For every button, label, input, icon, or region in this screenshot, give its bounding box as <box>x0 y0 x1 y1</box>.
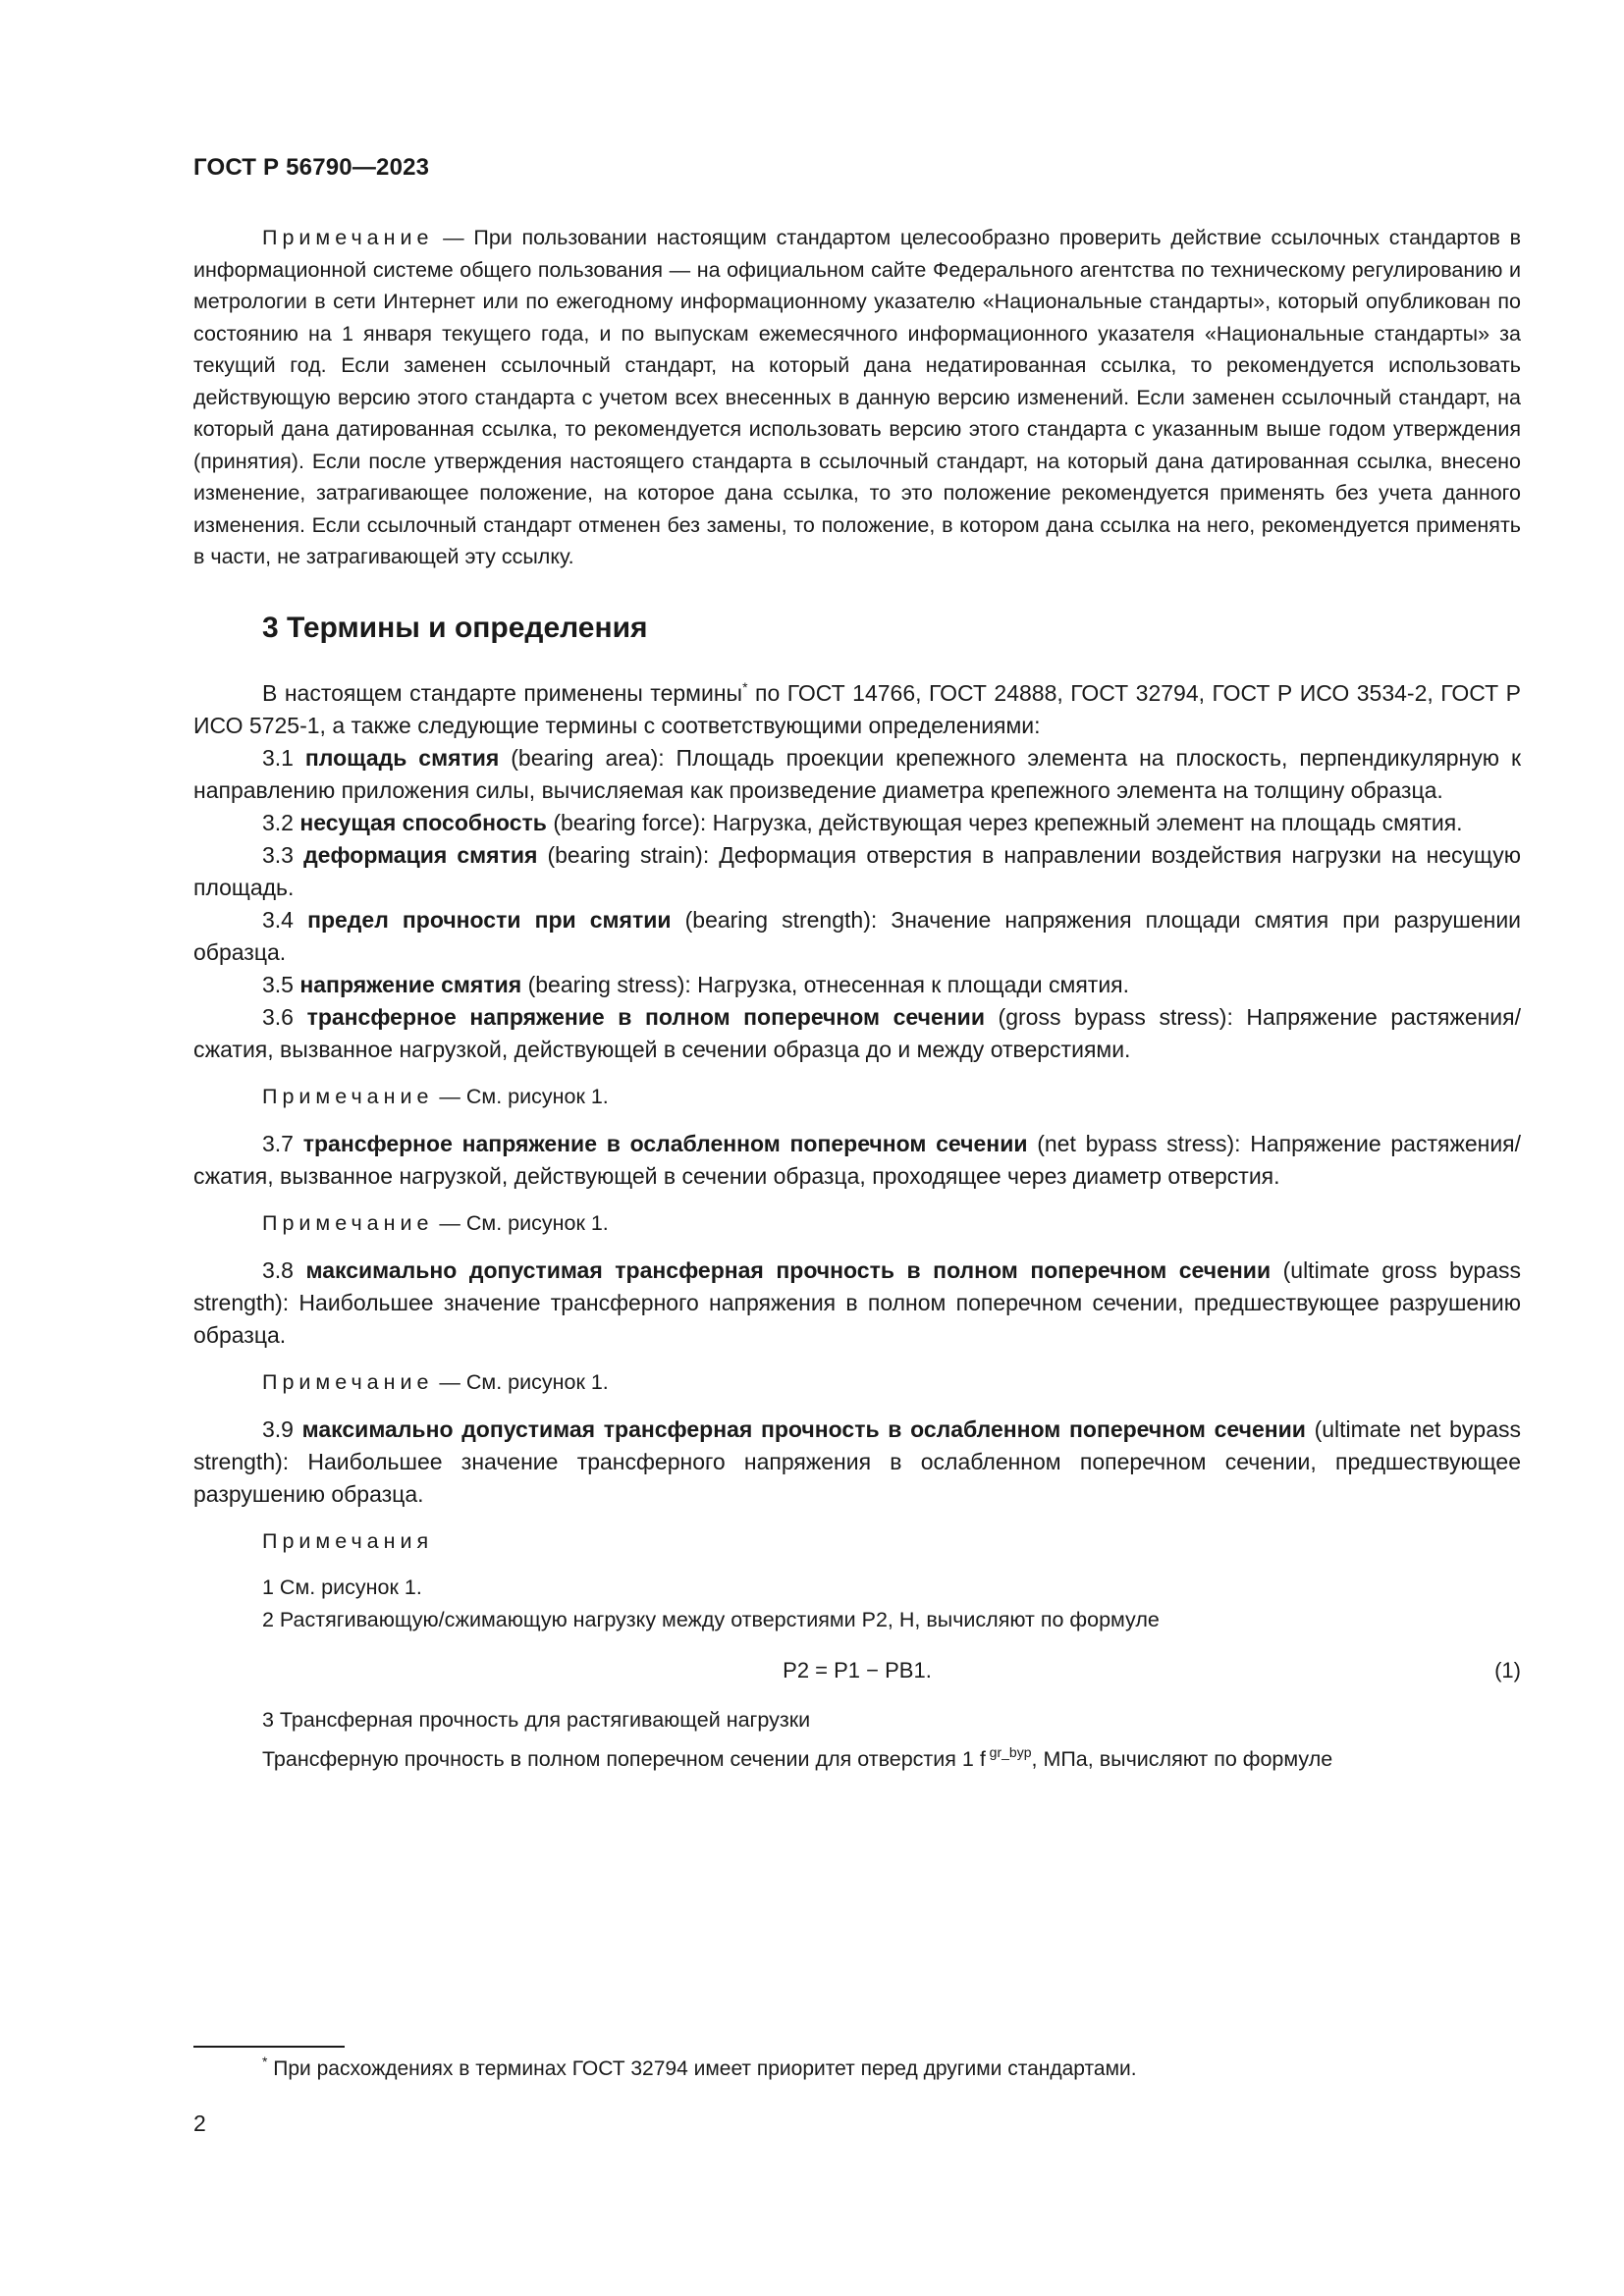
term-name: площадь смятия <box>304 744 500 771</box>
document-header: ГОСТ Р 56790—2023 <box>193 154 430 181</box>
term-name: максимально допустимая трансферная прочность в ослабленном поперечном сечении <box>301 1415 1306 1442</box>
term-3-2: 3.2 несущая способность (bearing force): Нагрузка, действующая через крепежный элемент на площадь смятия. <box>262 809 1463 835</box>
document-body <box>193 222 1521 1776</box>
term-name: напряжение смятия <box>299 971 522 997</box>
footnote-marker: * <box>742 678 748 695</box>
section-title: 3 Термины и определения <box>262 611 648 644</box>
term-name: предел прочности при смятии <box>307 906 672 933</box>
page-number: 2 <box>193 2110 206 2136</box>
note-text: При пользовании настоящим стандартом целесообразно проверить действие ссылочных стандартов в информационной системе общего пользования — на официальном сайте Федерального агентства по техническому регулированию и метрологии в сети Интернет или по ежегодному информационному указателю «Национальные стандарты», который опубликован по состоянию на 1 января текущего года, и по выпускам ежемесячного информационного указателя «Национальные стандарты» за текущий год. Если заменен ссылочный стандарт, на который дана недатированная ссылка, то рекомендуется использовать действующую версию этого стандарта с учетом всех внесенных в данную версию изменений. Если заменен ссылочный стандарт, на который дана датированная ссылка, то рекомендуется использовать версию этого стандарта с указанным выше годом утверждения (принятия). Если после утверждения настоящего стандарта в ссылочный стандарт, на который дана датированная ссылка, внесено изменение, затрагивающее положение, на которое дана ссылка, то это положение рекомендуется применять без учета данного изменения. Если ссылочный стандарт отменен без замены, то положение, в котором дана ссылка на него, рекомендуется применять в части, не затрагивающей эту ссылку. <box>193 226 1522 568</box>
term-name: несущая способность <box>299 809 547 835</box>
term-3-9: 3.9 максимально допустимая трансферная прочность в ослабленном поперечном сечении (ultimate net bypass strength): Наибольшее значение трансферного напряжения в ослабленном поперечном сечении, предшествующее разрушению образца. <box>193 1415 1521 1507</box>
term-3-1: 3.1 площадь смятия (bearing area): Площадь проекции крепежного элемента на плоскость, перпендикулярную к направлению приложения силы, вычисляемая как произведение диаметра крепежного элемента на толщину образца. <box>193 744 1522 803</box>
term-3-4: 3.4 предел прочности при смятии (bearing strength): Значение напряжения площади смятия при разрушении образца. <box>193 906 1522 965</box>
term-3-5: 3.5 напряжение смятия (bearing stress): Нагрузка, отнесенная к площади смятия. <box>262 971 1130 997</box>
term-note: Примечание — См. рисунок 1. <box>262 1369 609 1394</box>
note-item-4: Трансферную прочность в полном поперечном сечении для отверстия 1 f $^{gr\_byp}$, МПа, вычисляют по формуле <box>262 1743 1333 1771</box>
term-name: максимально допустимая трансферная прочность в полном поперечном сечении <box>305 1256 1272 1283</box>
formula-number: (1) <box>1494 1657 1521 1682</box>
term-note: Примечание — См. рисунок 1. <box>262 1084 609 1108</box>
term-name: деформация смятия <box>303 841 538 868</box>
note-item-1: 1 См. рисунок 1. <box>262 1575 422 1599</box>
term-3-7: 3.7 трансферное напряжение в ослабленном поперечном сечении (net bypass stress): Напряжение растяжения/сжатия, вызванное нагрузкой, действующей в сечении образца, проходящее через диаметр отверстия. <box>193 1130 1522 1189</box>
term-note: Примечание — См. рисунок 1. <box>262 1210 609 1235</box>
term-3-8: 3.8 максимально допустимая трансферная прочность в полном поперечном сечении (ultimate gross bypass strength): Наибольшее значение трансферного напряжения в полном поперечном сечении, предшествующее разрушению образца. <box>193 1256 1521 1348</box>
formula-1 <box>193 1654 1521 1686</box>
note-item-2: 2 Растягивающую/сжимающую нагрузку между отверстиями P2, Н, вычисляют по формуле <box>262 1607 1160 1631</box>
footnote: * При расхождениях в терминах ГОСТ 32794 имеет приоритет перед другими стандартами. <box>262 2054 1137 2080</box>
reference-note: Примечание — При пользовании настоящим стандартом целесообразно проверить действие ссылочных стандартов в информационной системе общего пользования — на официальном сайте Федерального агентства по техническому регулированию и метрологии в сети Интернет или по ежегодному информационному указателю «Национальные стандарты», который опубликован по состоянию на 1 января текущего года, и по выпускам ежемесячного информационного указателя «Национальные стандарты» за текущий год. Если заменен ссылочный стандарт, на который дана недатированная ссылка, то рекомендуется использовать действующую версию этого стандарта с учетом всех внесенных в данную версию изменений. Если заменен ссылочный стандарт, на который дана датированная ссылка, то рекомендуется использовать версию этого стандарта с указанным выше годом утверждения (принятия). Если после утверждения настоящего стандарта в ссылочный стандарт, на который дана датированная ссылка, внесено изменение, затрагивающее положение, на которое дана ссылка, то это положение рекомендуется применять без учета данного изменения. Если ссылочный стандарт отменен без замены, то положение, в котором дана ссылка на него, рекомендуется применять в части, не затрагивающей эту ссылку. <box>193 226 1522 568</box>
term-3-6: 3.6 трансферное напряжение в полном поперечном сечении (gross bypass stress): Напряжение растяжения/сжатия, вызванное нагрузкой, действующей в сечении образца до и между отверстиями. <box>193 1003 1521 1062</box>
term-name: трансферное напряжение в полном поперечном сечении <box>306 1003 985 1030</box>
formula-expression: P2 = P1 − PB1. <box>783 1657 932 1682</box>
note-label: Примечание <box>262 226 434 249</box>
term-name: трансферное напряжение в ослабленном поперечном сечении <box>302 1130 1028 1156</box>
note-item-3: 3 Трансферная прочность для растягивающей нагрузки <box>262 1707 811 1732</box>
footnote-separator <box>193 2046 345 2048</box>
notes-heading: Примечания <box>262 1528 434 1553</box>
term-3-3: 3.3 деформация смятия (bearing strain): Деформация отверстия в направлении воздействия нагрузки на несущую площадь. <box>193 841 1521 900</box>
section-intro: В настоящем стандарте применены термины* по ГОСТ 14766, ГОСТ 24888, ГОСТ 32794, ГОСТ Р ИСО 3534-2, ГОСТ Р ИСО 5725-1, а также следующие термины с соответствующими определениями: <box>193 678 1521 738</box>
